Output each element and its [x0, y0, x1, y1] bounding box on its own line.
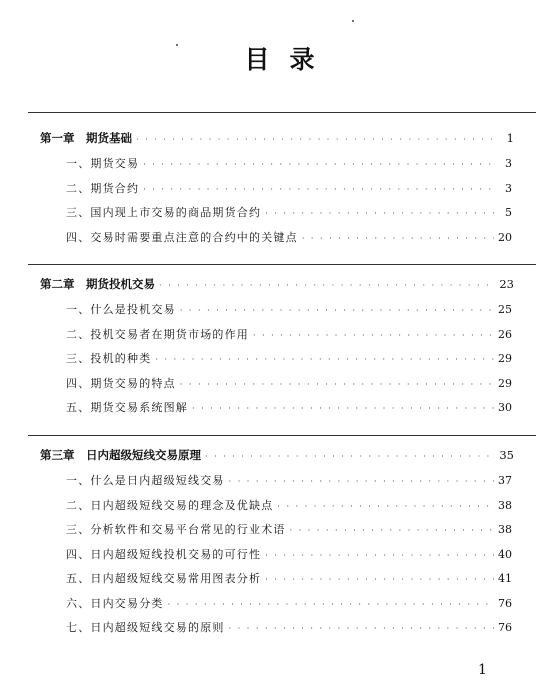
- chapter-divider: [28, 264, 536, 265]
- toc-section: [66, 326, 512, 342]
- toc-leader-dots: [155, 352, 494, 365]
- toc-leader-dots: [143, 157, 496, 170]
- toc-chapter: [40, 447, 514, 463]
- toc-section-label: 五、期货交易系统图解: [66, 401, 188, 414]
- toc-section-label: 五、日内超级短线交易常用图表分析: [66, 572, 262, 585]
- toc-section: [66, 497, 512, 513]
- toc-section: [66, 521, 512, 537]
- toc-section: [66, 619, 512, 635]
- toc-section: [66, 595, 512, 611]
- toc-leader-dots: [253, 328, 494, 341]
- toc-leader-dots: [180, 303, 494, 316]
- toc-section: [66, 399, 512, 415]
- toc-leader-dots: [159, 277, 495, 291]
- page-number: 1: [478, 662, 487, 678]
- toc-section-label: 三、投机的种类: [66, 352, 152, 365]
- chapter-divider: [28, 435, 536, 436]
- toc-chapter: [40, 130, 514, 146]
- toc-section-label: 四、期货交易的特点: [66, 376, 176, 390]
- toc-section-page: 38: [498, 523, 512, 536]
- page-title: [0, 40, 559, 76]
- toc-chapter-page: 1: [506, 131, 514, 145]
- toc-leader-dots: [265, 548, 494, 561]
- toc-section-label: 七、日内超级短线交易的原则: [66, 621, 225, 634]
- toc-section-page: 76: [498, 596, 512, 610]
- toc-section-label: 二、投机交易者在期货市场的作用: [66, 327, 249, 341]
- toc-section-page: 5: [505, 206, 512, 219]
- toc-section: [66, 301, 512, 317]
- top-rule: [28, 112, 536, 113]
- toc-chapter-page: 35: [499, 448, 514, 462]
- toc-chapter-label: 第二章 期货投机交易: [40, 277, 155, 291]
- toc-section: [66, 472, 512, 488]
- toc-leader-dots: [229, 474, 494, 487]
- toc-section: [66, 204, 512, 220]
- toc-section-label: 二、期货合约: [66, 181, 140, 195]
- toc-section-page: 29: [498, 376, 512, 390]
- toc-leader-dots: [302, 231, 494, 244]
- toc-section: [66, 180, 512, 196]
- toc-chapter-label: 第一章 期货基础: [40, 131, 132, 145]
- toc-section-page: 29: [498, 352, 512, 365]
- toc-leader-dots: [277, 499, 494, 512]
- toc-section-page: 26: [498, 327, 512, 341]
- toc-section-page: 76: [498, 621, 512, 634]
- toc-section: [66, 546, 512, 562]
- toc-section-page: 38: [498, 498, 512, 512]
- toc-leader-dots: [229, 621, 494, 634]
- toc-section-page: 40: [498, 547, 512, 561]
- toc-section-page: 25: [498, 303, 512, 316]
- toc-leader-dots: [136, 131, 498, 145]
- toc-section-label: 一、什么是投机交易: [66, 303, 176, 316]
- toc-section-page: 41: [498, 572, 512, 585]
- toc-chapter: [40, 276, 514, 292]
- toc-chapter-page: 23: [499, 277, 514, 291]
- page-title-text: 目录: [244, 45, 335, 74]
- toc-section-page: 20: [498, 230, 512, 244]
- toc-section-page: 30: [498, 401, 512, 414]
- toc-section-label: 一、什么是日内超级短线交易: [66, 474, 225, 487]
- toc-section-label: 二、日内超级短线交易的理念及优缺点: [66, 498, 274, 512]
- toc-leader-dots: [205, 448, 495, 462]
- toc-section-page: 3: [505, 157, 512, 170]
- toc-leader-dots: [265, 206, 496, 219]
- scan-speck: [176, 44, 178, 46]
- scan-speck: [352, 20, 354, 22]
- toc-section-label: 四、交易时需要重点注意的合约中的关键点: [66, 230, 298, 244]
- toc-section-label: 三、国内现上市交易的商品期货合约: [66, 206, 262, 219]
- toc-section: [66, 155, 512, 171]
- toc-section-page: 37: [498, 474, 512, 487]
- toc-leader-dots: [290, 523, 494, 536]
- toc-section: [66, 375, 512, 391]
- toc-chapter-label: 第三章 日内超级短线交易原理: [40, 448, 201, 462]
- toc-section-page: 3: [505, 181, 512, 195]
- toc-section-label: 一、期货交易: [66, 157, 140, 170]
- toc-leader-dots: [180, 377, 494, 390]
- toc-section-label: 四、日内超级短线投机交易的可行性: [66, 547, 262, 561]
- toc-section: [66, 350, 512, 366]
- toc-section: [66, 229, 512, 245]
- toc-leader-dots: [143, 182, 496, 195]
- toc-section-label: 三、分析软件和交易平台常见的行业术语: [66, 523, 286, 536]
- toc-leader-dots: [192, 401, 494, 414]
- toc-section-label: 六、日内交易分类: [66, 596, 164, 610]
- toc-leader-dots: [168, 597, 494, 610]
- toc-leader-dots: [265, 572, 494, 585]
- toc-section: [66, 570, 512, 586]
